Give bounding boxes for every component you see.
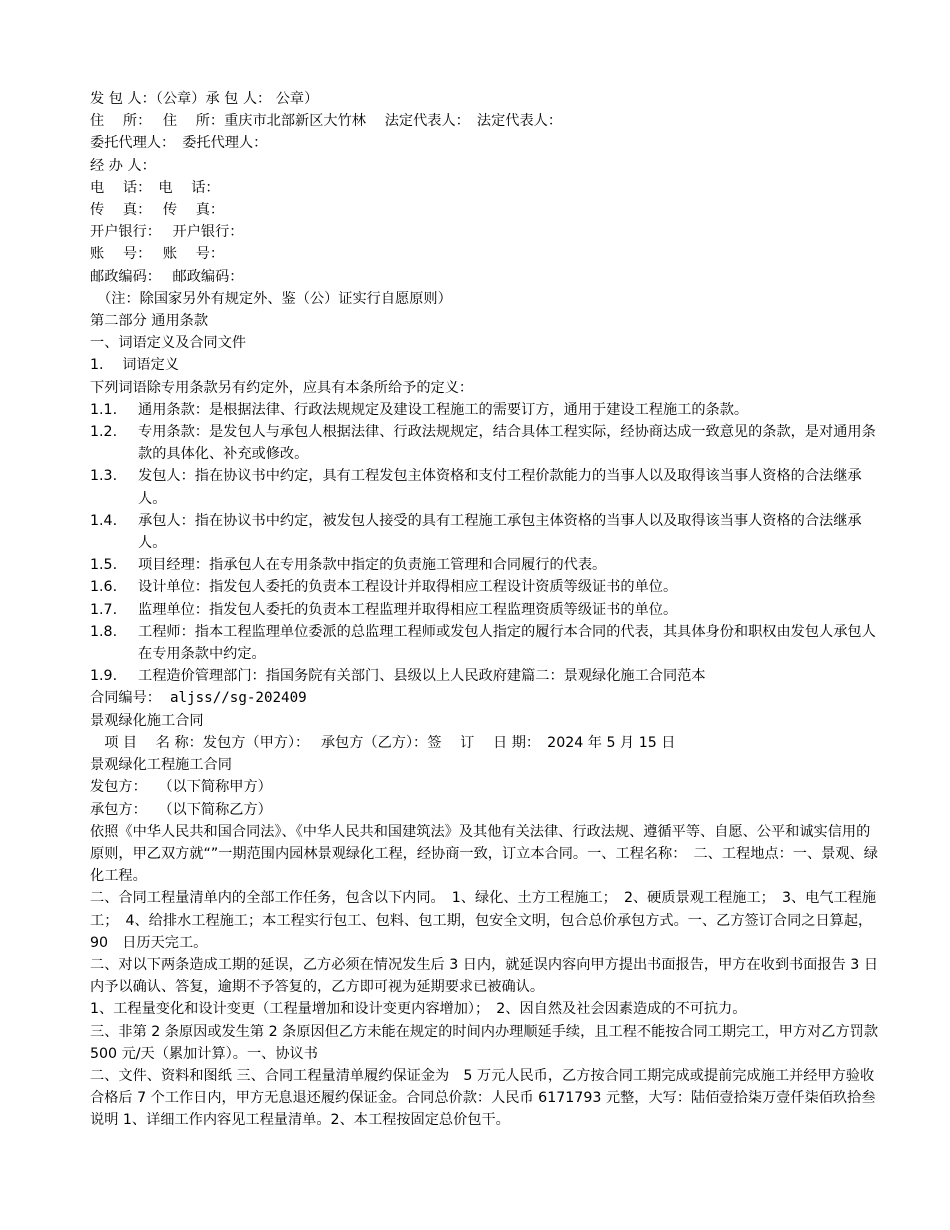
definition-number: 1.3. bbox=[90, 468, 118, 485]
subsection-heading: 1. 词语定义 bbox=[90, 357, 179, 374]
contract-number-value: aljss//sg-202409 bbox=[169, 690, 307, 707]
definition-text: 工程师：指本工程监理单位委派的总监理工程师或发包人指定的履行本合同的代表，其具体身份和职权由发包人承包人在专用条款中约定。 bbox=[138, 623, 876, 663]
definition-item bbox=[90, 621, 880, 665]
definition-item bbox=[90, 465, 880, 509]
body-paragraph: 二、合同工程量清单内的全部工作任务，包含以下内同。 1、绿化、土方工程施工； 2、硬质景观工程施工； 3、电气工程施工； 4、给排水工程施工；本工程实行包工、包料、包工期，包安全文明，包合总价承包方式。一、乙方签订合同之日算起， 90 日历天完工。 bbox=[90, 890, 880, 951]
signature-parties-line: 发 包 人：（公章）承 包 人： 公章） bbox=[90, 91, 319, 107]
agent-line: 委托代理人： 委托代理人： bbox=[90, 135, 268, 152]
contract-title-2: 景观绿化工程施工合同 bbox=[90, 757, 232, 774]
chapter-heading: 一、词语定义及合同文件 bbox=[90, 335, 247, 352]
definition-text: 承包人：指在协议书中约定，被发包人接受的具有工程施工承包主体资格的当事人以及取得该当事人资格的合法继承人。 bbox=[138, 512, 862, 552]
definition-number: 1.9. bbox=[90, 668, 118, 685]
definition-item bbox=[90, 510, 880, 554]
body-paragraph: 三、非第 2 条原因或发生第 2 条原因但乙方未能在规定的时间内办理顺延手续，且工程不能按合同工期完工，甲方对乙方罚款 500 元/天（累加计算）。一、协议书 bbox=[90, 1023, 879, 1062]
definition-text: 监理单位：指发包人委托的负责本工程监理并取得相应工程监理资质等级证书的单位。 bbox=[138, 601, 678, 618]
postcode-line: 邮政编码： 邮政编码： bbox=[90, 268, 244, 285]
contract-title: 景观绿化施工合同 bbox=[90, 712, 204, 729]
body-paragraph: 二、文件、资料和图纸 三、合同工程量清单履约保证金为 5 万元人民币，乙方按合同工期完成或提前完成施工并经甲方验收合格后 7 个工作日内，甲方无息退还履约保证金。合同总价款：人民币 6171793 元整，大写：陆佰壹拾柒万壹仟柒佰玖拾叁说明 1、详细工作内容见工程量清单。2、本工程按固定总价包干。 bbox=[90, 1067, 876, 1129]
definition-item bbox=[90, 599, 880, 621]
handler-line: 经 办 人： bbox=[90, 157, 156, 174]
definition-text: 设计单位：指发包人委托的负责本工程设计并取得相应工程设计资质等级证书的单位。 bbox=[138, 579, 678, 596]
body-paragraph: 二、对以下两条造成工期的延误，乙方必须在情况发生后 3 日内，就延误内容向甲方提出书面报告，甲方在收到书面报告 3 日内予以确认、答复，逾期不予答复的，乙方即可视为延期要求已被确认。 bbox=[90, 956, 879, 996]
definition-item bbox=[90, 399, 880, 421]
body-paragraph: 1、工程量变化和设计变更（工程量增加和设计变更内容增加）； 2、因自然及社会因素造成的不可抗力。 bbox=[90, 1001, 747, 1018]
address-line: 住 所： 住 所：重庆市北部新区大竹林 法定代表人： 法定代表人： bbox=[90, 113, 563, 130]
definition-item bbox=[90, 576, 880, 598]
definition-text: 发包人：指在协议书中约定，具有工程发包主体资格和支付工程价款能力的当事人以及取得该当事人资格的合法继承人。 bbox=[138, 468, 862, 507]
document-page bbox=[90, 88, 880, 1132]
definition-item bbox=[90, 665, 880, 687]
project-info-line: 项 目 名 称：发包方（甲方）： 承包方（乙方）：签 订 日 期： 2024 年 5 月 15 日 bbox=[90, 734, 676, 751]
body-paragraph: 依照《中华人民共和国合同法》、《中华人民共和国建筑法》及其他有关法律、行政法规、遵循平等、自愿、公平和诚实信用的原则，甲乙双方就“”一期范围内园林景观绿化工程，经协商一致，订立本合同。一、工程名称： 二、工程地点：一、景观、绿化工程。 bbox=[90, 823, 878, 885]
fax-line: 传 真： 传 真： bbox=[90, 202, 225, 219]
party-b-line: 承包方： （以下简称乙方） bbox=[90, 801, 272, 818]
definition-item bbox=[90, 421, 880, 465]
definition-text: 工程造价管理部门：指国务院有关部门、县级以上人民政府建篇二：景观绿化施工合同范本 bbox=[138, 668, 706, 685]
definition-number: 1.2. bbox=[90, 424, 118, 441]
definitions-intro: 下列词语除专用条款另有约定外，应具有本条所给予的定义： bbox=[90, 379, 474, 396]
note-line: （注：除国家另外有规定外、鉴（公）证实行自愿原则） bbox=[90, 290, 452, 307]
definition-text: 专用条款：是发包人与承包人根据法律、行政法规规定，结合具体工程实际，经协商达成一致意见的条款，是对通用条款的具体化、补充或修改。 bbox=[138, 424, 876, 463]
definition-text: 项目经理：指承包人在专用条款中指定的负责施工管理和合同履行的代表。 bbox=[138, 557, 607, 574]
definition-number: 1.4. bbox=[90, 512, 118, 529]
contract-number-label: 合同编号： bbox=[90, 690, 161, 707]
contract-number bbox=[90, 687, 880, 709]
bank-line: 开户银行： 开户银行： bbox=[90, 224, 244, 241]
definition-number: 1.1. bbox=[90, 401, 118, 418]
definition-text: 通用条款：是根据法律、行政法规规定及建设工程施工的需要订方，通用于建设工程施工的条款。 bbox=[138, 401, 749, 418]
section-heading: 第二部分 通用条款 bbox=[90, 313, 209, 330]
definition-number: 1.5. bbox=[90, 557, 118, 574]
definition-number: 1.6. bbox=[90, 579, 118, 596]
definition-item bbox=[90, 554, 880, 576]
account-line: 账 号： 账 号： bbox=[90, 246, 225, 263]
definition-number: 1.7. bbox=[90, 601, 118, 618]
party-a-line: 发包方： （以下简称甲方） bbox=[90, 779, 272, 796]
phone-line: 电 话： 电 话： bbox=[90, 179, 220, 196]
definition-number: 1.8. bbox=[90, 623, 118, 640]
